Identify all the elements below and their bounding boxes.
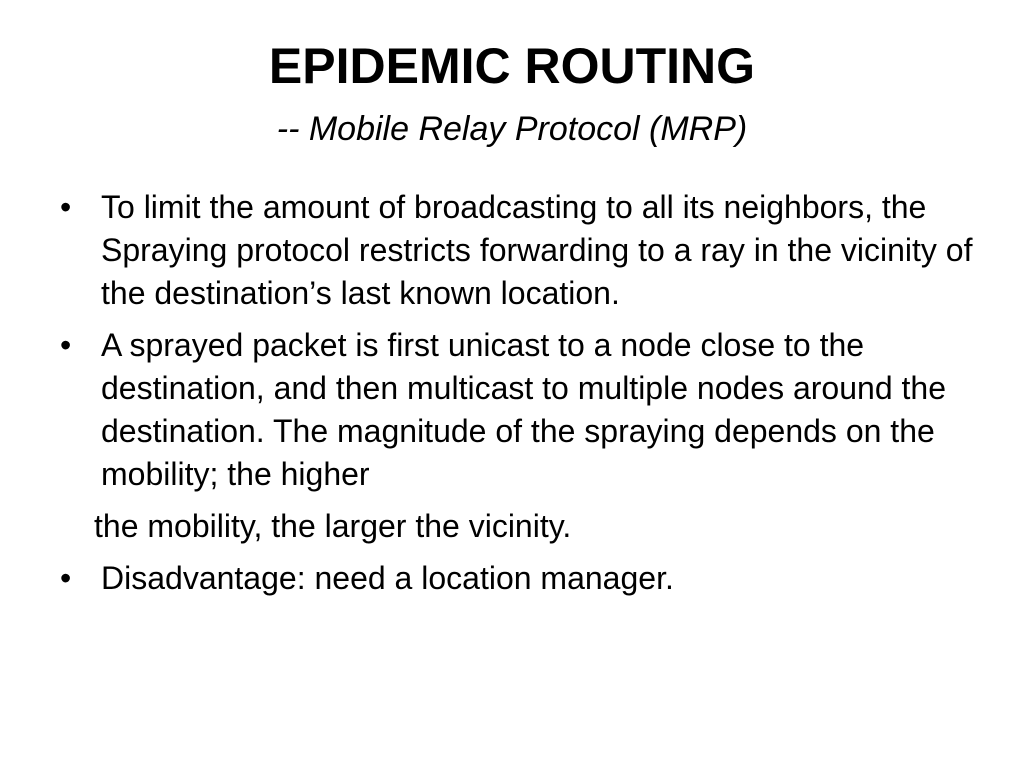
slide-subtitle: -- Mobile Relay Protocol (MRP) — [276, 110, 748, 148]
slide-title: EPIDEMIC ROUTING — [268, 38, 756, 94]
bullet-text: Disadvantage: need a location manager. — [101, 560, 674, 596]
bullet-marker: • — [60, 189, 72, 225]
bullet-item-2 — [56, 324, 986, 548]
bullet-text: A sprayed packet is first unicast to a node close to the destination, and then multicast to multiple nodes around the destination. The magnitude of the spraying depends on the mobility; the higher — [101, 327, 946, 492]
bullet-item-1 — [56, 186, 986, 315]
bullet-item-3 — [56, 557, 986, 600]
bullet-list — [56, 186, 986, 609]
bullet-marker: • — [60, 560, 72, 596]
bullet-continuation-text: the mobility, the larger the vicinity. — [94, 508, 572, 544]
bullet-marker: • — [60, 327, 72, 363]
bullet-text: To limit the amount of broadcasting to all its neighbors, the Spraying protocol restricts forwarding to a ray in the vicinity of the destination’s last known location. — [101, 189, 973, 311]
